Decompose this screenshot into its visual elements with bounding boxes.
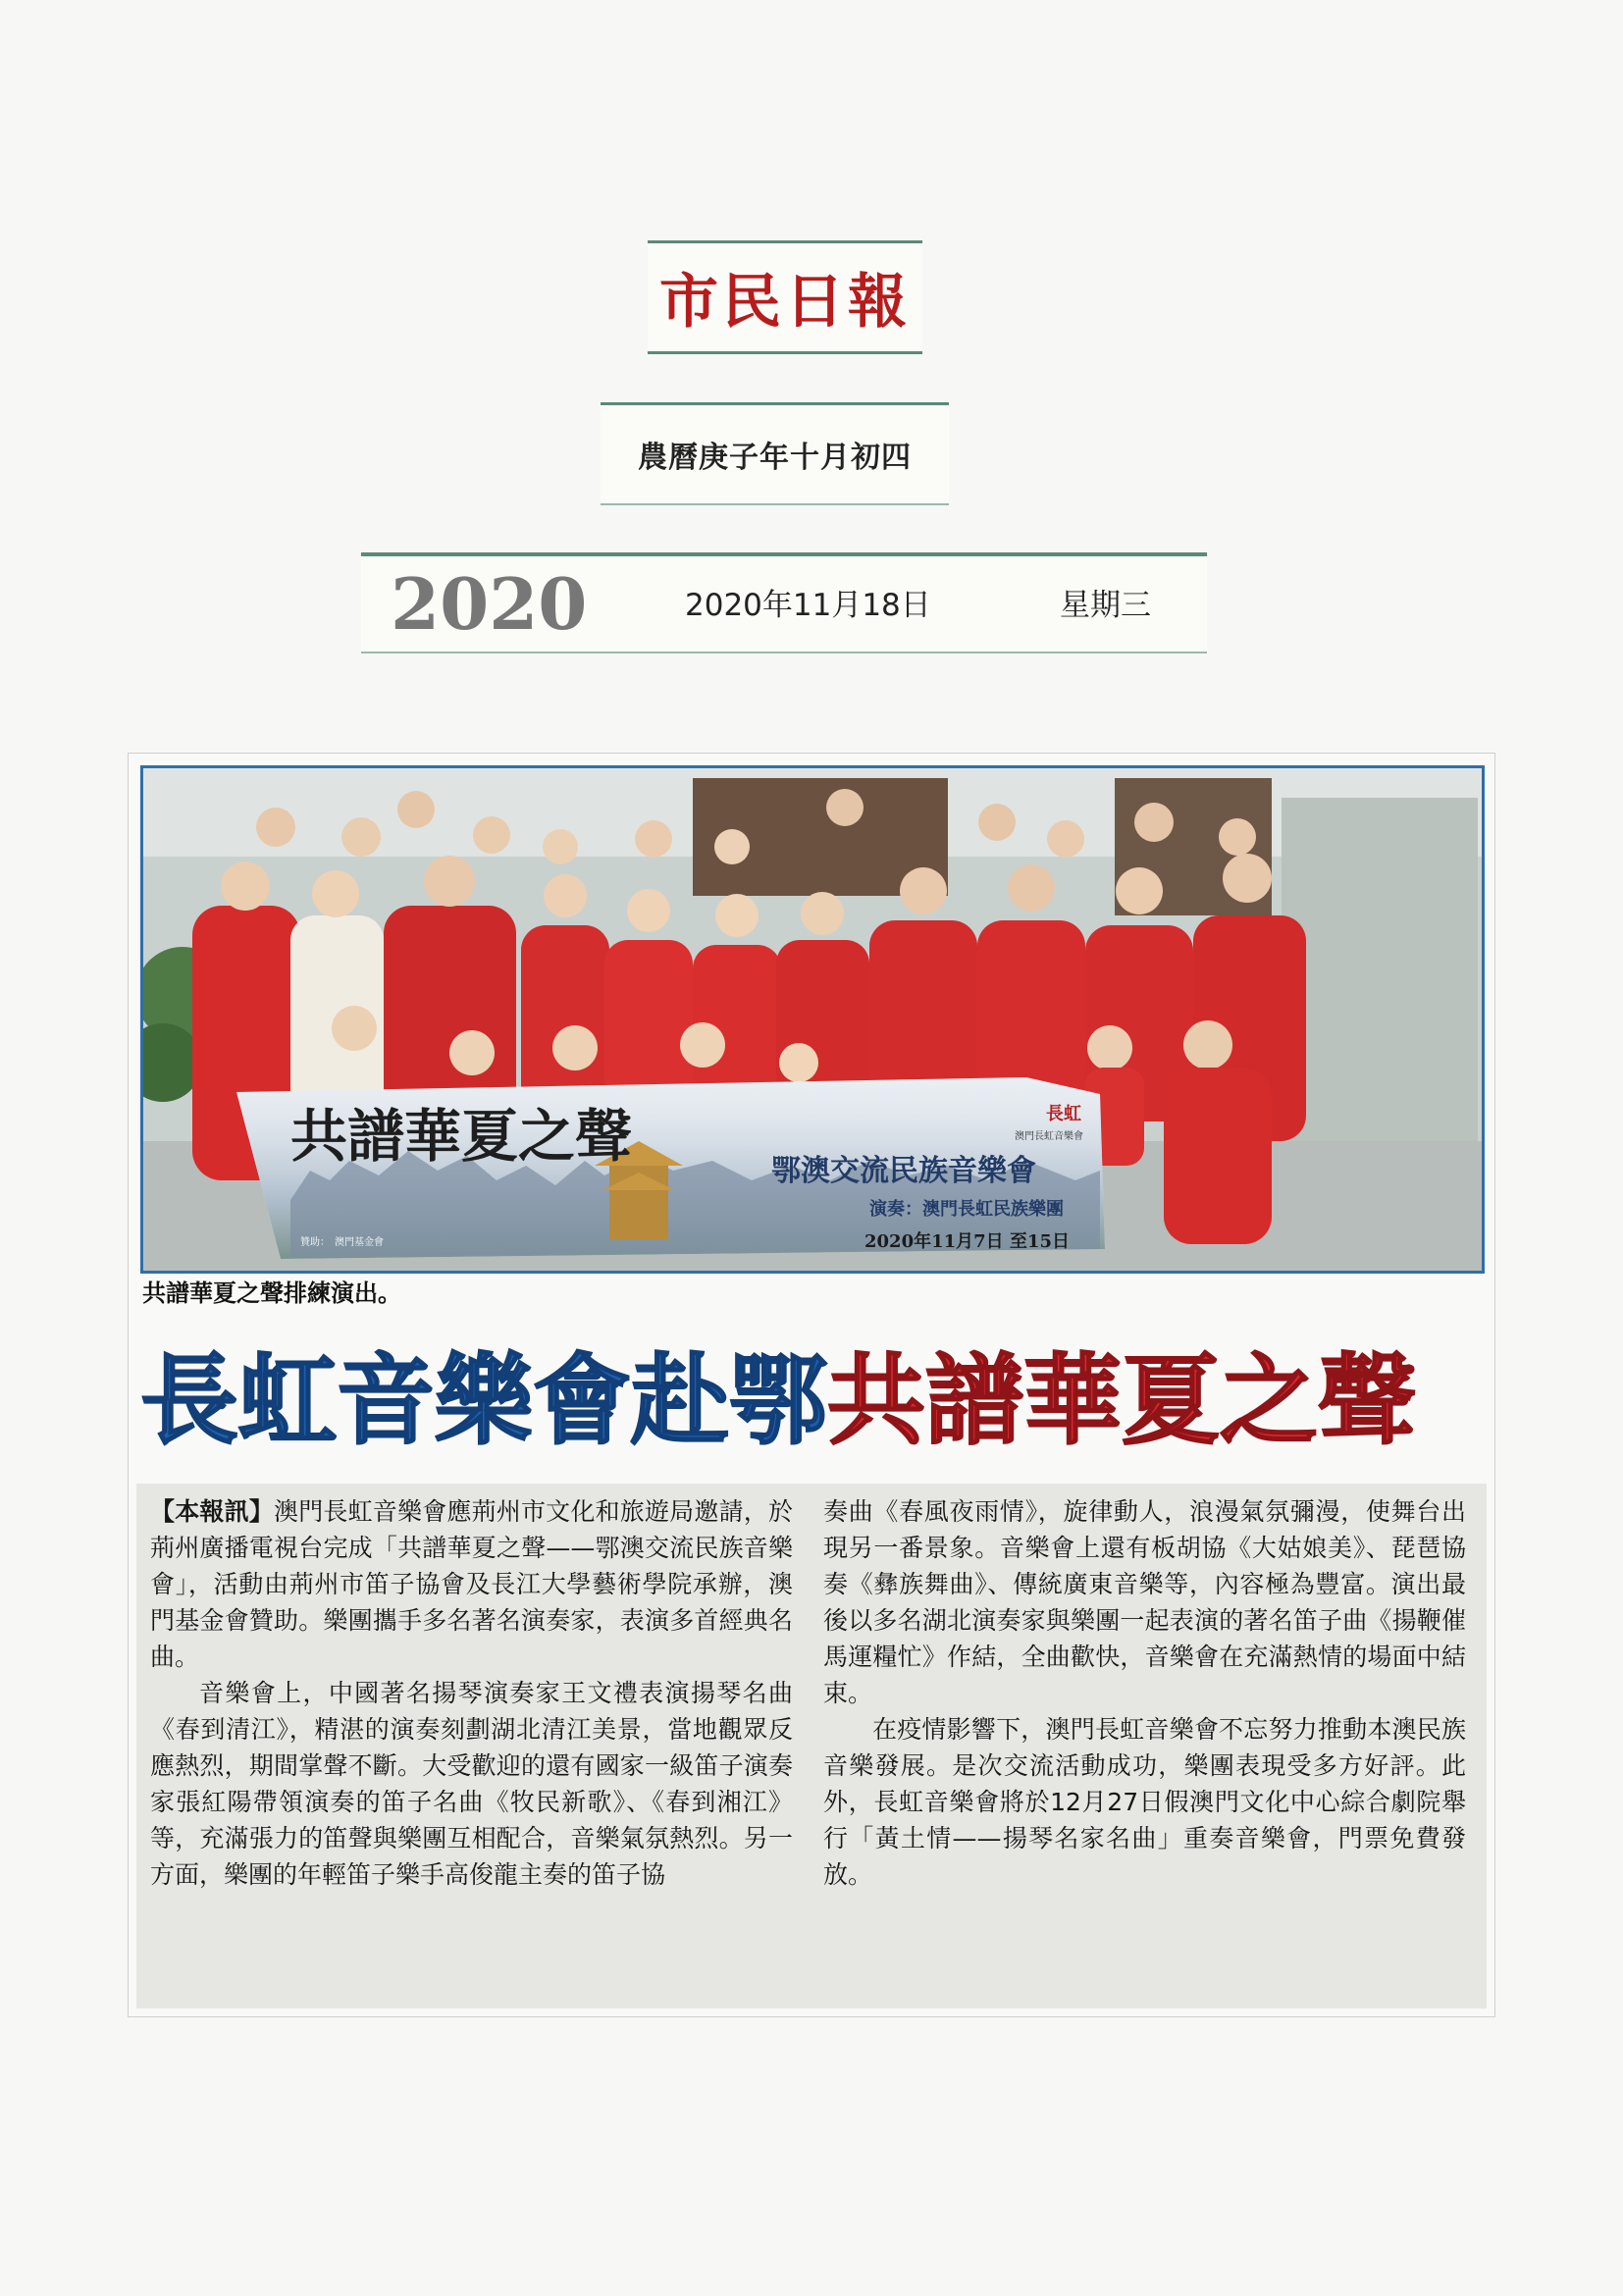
photo-caption: 共譜華夏之聲排練演出。 [142,1279,401,1307]
dateline-clipping [361,552,1207,653]
event-banner [236,1077,1105,1259]
byline: 【本報訊】 [150,1497,274,1526]
lunar-date: 農曆庚子年十月初四 [638,441,912,475]
article-body [136,1484,1487,2009]
dateline-date: 2020年11月18日 [685,588,931,623]
article-column-1 [150,1493,793,1893]
paragraph-3: 在疫情影響下，澳門長虹音樂會不忘努力推動本澳民族音樂發展。是次交流活動成功，樂團表現受多方好評。此外，長虹音樂會將於12月27日假澳門文化中心綜合劇院舉行「黃土情——揚琴名家名曲」重奏音樂會，門票免費發放。 [823,1715,1466,1889]
banner-performer: 演奏：澳門長虹民族樂團 [869,1199,1064,1220]
paragraph-2: 音樂會上，中國著名揚琴演奏家王文禮表演揚琴名曲《春到清江》，精湛的演奏刻劃湖北清江美景，當地觀眾反應熱烈，期間掌聲不斷。大受歡迎的還有國家一級笛子演奏家張紅陽帶領演奏的笛子名曲《牧民新歌》、《春到湘江》等，充滿張力的笛聲與樂團互相配合，音樂氣氛熱烈。另一方面，樂團的年輕笛子樂手高俊龍主奏的笛子協 [150,1679,793,1889]
paragraph-1-text: 澳門長虹音樂會應荊州市文化和旅遊局邀請，於荊州廣播電視台完成「共譜華夏之聲——鄂澳交流民族音樂會」，活動由荊州市笛子協會及長江大學藝術學院承辦，澳門基金會贊助。樂團攜手多名著名演奏家，表演多首經典名曲。 [150,1497,793,1671]
news-photo [140,765,1485,1274]
banner-title: 共譜華夏之聲 [290,1103,633,1170]
banner-logo: 長虹 [1046,1104,1081,1124]
banner-sponsor: 澳門基金會 [335,1237,384,1248]
headline-blue: 長虹音樂會赴鄂 [140,1343,827,1458]
lunar-date-clipping [601,402,949,505]
banner-dates: 2020年11月7日 至15日 [864,1231,1070,1252]
article-clipping [128,753,1495,2017]
banner-sponsor-label: 贊助： [300,1237,330,1248]
headline [140,1332,1487,1470]
masthead-clipping [648,240,922,354]
banner-org: 澳門長虹音樂會 [1015,1131,1083,1142]
newspaper-name: 市民日報 [659,268,911,337]
group-photo-illustration [143,768,1482,1271]
paragraph-1 [150,1493,793,1675]
banner-subtitle: 鄂澳交流民族音樂會 [771,1154,1036,1188]
headline-red: 共譜華夏之聲 [827,1343,1416,1458]
dateline-year: 2020 [391,562,588,646]
dateline-weekday: 星期三 [1060,588,1151,623]
paragraph-2-continued: 奏曲《春風夜雨情》，旋律動人，浪漫氣氛彌漫，使舞台出現另一番景象。音樂會上還有板胡協《大姑娘美》、琵琶協奏《彝族舞曲》、傳統廣東音樂等，內容極為豐富。演出最後以多名湖北演奏家與樂團一起表演的著名笛子曲《揚鞭催馬運糧忙》作結，全曲歡快，音樂會在充滿熱情的場面中結束。 [823,1497,1466,1707]
article-column-2 [823,1493,1466,1893]
